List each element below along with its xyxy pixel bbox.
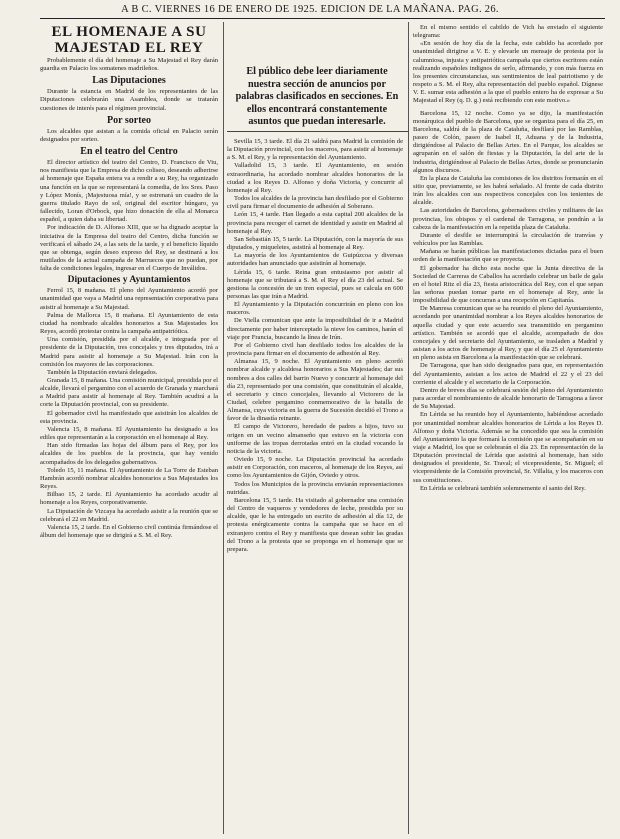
subheading: Las Diputaciones: [92, 75, 166, 87]
paragraph: «En sesión de hoy día de la fecha, este cabildo ha acordado por unanimidad dirigirse a V. E. y elevarle un mensaje de protesta por la calumniosa, injusta y antipatriótica campaña que ciertos escritores están realizando españoles indignos de serlo, afirmando, y con más fuerza en los presentes circunstancias, sus sentimientos de leal patriotismo y de respeto a S. M. el Rey, alta representación del pueblo español. Dígnese V. E. sumar esta adhesión a la que el pueblo entero ha de expresar a Su Majestad el Rey (q. D. g.) está recibiendo con este motivo.»: [413, 40, 603, 105]
column-divider-2: [408, 22, 409, 834]
paragraph: En el mismo sentido el cabildo de Vich ha enviado el siguiente telegrama:: [413, 24, 603, 40]
header-rule: [40, 18, 605, 19]
column-1: [40, 24, 218, 833]
paragraph: Han sido firmadas las hojas del álbum para el Rey, por los alcaldes de los pueblos de la provincia, que hay venido acompañados de los delegados gubernativos.: [40, 442, 218, 466]
column-2: [227, 138, 403, 833]
paragraph: De Viella comunican que ante la imposibilidad de ir a Madrid directamente por haber interceptado la nieve los caminos, harán el viaje por Francia, buscando la línea de Irún.: [227, 317, 403, 341]
paragraph: La mayoría de los Ayuntamientos de Guipúzcoa y diversas autoridades han anunciado que asistirán al homenaje.: [227, 252, 403, 268]
paragraph: Valladolid 15, 3 tarde. El Ayuntamiento, en sesión extraordinaria, ha acordado nombrar alcaldes honorarios de la ciudad a los Reyes D. Alfonso y doña Victoria, y concurrir al homenaje al Rey.: [227, 162, 403, 194]
paragraph: Barcelona 15, 5 tarde. Ha visitado al gobernador una comisión del Centro de vaqueros y vendedores de leche, presidida por su alcalde, que le ha entregado un escrito de adhesión al día 12, de protesta enérgicamente contra la campaña que se hace en el extranjero contra el Rey y manifiesta que desean subir las gradas del Trono a la protesta que se proponga en el homenaje que se prepara.: [227, 496, 403, 553]
paragraph: Granada 15, 8 mañana. Una comisión municipal, presidida por el alcalde, llevará el pergamino con el acuerdo de Granada y marchará a Madrid para asistir al homenaje al Rey. También acudirá a la corte la Diputación provincial, con su presidente.: [40, 377, 218, 409]
paragraph: El gobernador ha dicho esta noche que la Junta directiva de la Sociedad de Carreras de Caballos ha acordado celebrar un baile de gala en el hotel Ritz el día 23, fiesta aristocrática del Rey, con el que sepan las señoras puedan tomar parte en el homenaje al Rey, ante la imposibilidad de que concurran a una recepción en Capitanía.: [413, 264, 603, 305]
paragraph: Todos los Municipios de la provincia enviarán representaciones nutridas.: [227, 480, 403, 496]
paragraph: Durante la estancia en Madrid de los representantes de las Diputaciones celebrarán una Asamblea, donde se tratarán cuestiones de interés para el régimen provincial.: [40, 88, 218, 112]
paragraph: Ferrol 15, 8 mañana. El pleno del Ayuntamiento acordó por unanimidad que vaya a Madrid una representación corporativa para asistir al homenaje a Su Majestad.: [40, 287, 218, 311]
paragraph: Bilbao 15, 2 tarde. El Ayuntamiento ha acordado acudir al homenaje a los Reyes, corporativamente.: [40, 491, 218, 507]
paragraph: Una comisión, presidida por el alcalde, e integrada por el presidente de la Diputación, tres concejales y tres diputados, irá a Madrid para asistir al homenaje a Su Majestad. Irán con la comisión los mayores de las corporaciones.: [40, 336, 218, 368]
paragraph: Almansa 15, 9 noche. El Ayuntamiento en pleno acordó nombrar alcalde y alcaldesa honorarios a Sus Majestades; dar sus nombres a dos calles del barrio Nuevo y concurrir al homenaje del día 23, representado por una comisión, que constituirán el alcalde, el secretario y cinco concejales, llevando al Victorero de la Ciudad, celebre pergamino conmemorativo de la batalla de Almansa, cuya victoria en la guerra de Sucesión decidió el Trono a favor de la dinastía reinante.: [227, 358, 403, 423]
paragraph: San Sebastián 15, 5 tarde. La Diputación, con la mayoría de sus diputados, y miqueletes, asistirá al homenaje al Rey.: [227, 235, 403, 252]
paragraph: El gobernador civil ha manifestado que asistirán los alcaldes de esta provincia.: [40, 409, 218, 425]
paragraph: Oviedo 15, 9 noche. La Diputación provincial ha acordado asistir en Corporación, con maceros, al homenaje de los Reyes, así como los Ayuntamientos de Gijón, Oviedo y otros.: [227, 456, 403, 480]
subheading: Por sorteo: [107, 114, 151, 126]
paragraph: De Tarragona, que han sido designados para que, en representación del Ayuntamiento, asistan a los actos de Madrid el 22 y el 23 del corriente el alcalde y el secretario de la Corporación.: [413, 362, 603, 386]
paragraph: Todos los alcaldes de la provincia han desfilado por el Gobierno civil para firmar el documento de adhesión al Soberano.: [227, 195, 403, 211]
paragraph: En Lérida se celebrará también solemnemente el santo del Rey.: [420, 484, 586, 492]
column-divider-1: [223, 22, 224, 834]
paragraph: Durante el desfile se interrumpirá la circulación de tranvías y vehículos por las Ramblas.: [413, 231, 603, 248]
paragraph: Las autoridades de Barcelona, gobernadores civiles y militares de las provincias, los obispos y el cardenal de Tarragona, se pondrán a la cabeza de la manifestación en la repetida plaza de Cataluña.: [413, 207, 603, 231]
subheading: En el teatro del Centro: [80, 146, 178, 158]
page-header: A B C. VIERNES 16 DE ENERO DE 1925. EDICION DE LA MAÑANA. PAG. 26.: [121, 4, 499, 15]
paragraph: León 15, 4 tarde. Han llegado a esta capital 200 alcaldes de la provincia para recoger el carnet de identidad y asistir en Madrid al homenaje al Rey.: [227, 211, 403, 235]
paragraph: Valencia 15, 8 mañana. El Ayuntamiento ha designado a los ediles que representarán a la corporación en el homenaje al Rey.: [40, 425, 218, 442]
paragraph: El campo de Victorero, heredado de padres a hijos, tuvo su origen en un vecino almanseño que estuvo en la victoria con uniforme de las tropas derrotadas entró en la ciudad vocando la noticia de la victoria.: [227, 423, 403, 455]
paragraph: El Ayuntamiento y la Diputación concurrirán en pleno con los maceros.: [227, 301, 403, 317]
article-title: EL HOMENAJE A SU MAJESTAD EL REY: [51, 24, 207, 56]
paragraph: Toledo 15, 11 mañana. El Ayuntamiento de La Torre de Esteban Hambrán acordó nombrar alcaldes honorarios a Sus Majestades los Reyes.: [40, 466, 218, 491]
paragraph: Sevilla 15, 3 tarde. El día 21 saldrá para Madrid la comisión de la Diputación provincial, con los maceros, para asistir al homenaje a S. M. el Rey, y la representación del Ayuntamiento.: [227, 138, 403, 162]
paragraph: De Manresa comunican que se ha reunido el pleno del Ayuntamiento, acordando por unanimidad nombrar a los Reyes alcaldes honorarios de aquella ciudad y que este acuerdo sea transmitido en pergamino artístico. También se acordó que el alcalde, acompañado de dos concejales y del secretario del Ayuntamiento, se trasladen a Madrid y asistan a los actos de homenaje al Rey, y que el día 25 el Ayuntamiento en pleno asista en Barcelona a la manifestación que se celebrará.: [413, 305, 603, 362]
subheading: Diputaciones y Ayuntamientos: [67, 275, 191, 286]
paragraph: Probablemente el día del homenaje a Su Majestad el Rey darán guardia en Palacio los somatenes madrileños.: [40, 57, 218, 73]
paragraph: Palma de Mallorca 15, 8 mañana. El Ayuntamiento de esta ciudad ha nombrado alcaldes honorarios a Sus Majestades los Reyes, acordó protestar contra la campaña antipatriótica.: [40, 311, 218, 336]
notice-rule: [227, 131, 409, 132]
paragraph: Barcelona 15, 12 noche. Como ya se dijo, la manifestación monárquica del pueblo de Barcelona, que se organiza para el día 25, en Barcelona, saldrá de la plaza de Cataluña, desfilará por las Ramblas, paseo de Colón, paseo de Isabel II, Aduana y de la Industria, dirigiéndose al Palacio de Bellas Artes. En el Parque, los alcaldes se agruparán en el salón de fiestas y la Diputación, la del arte de la industria, dirigiéndose al Palacio de Bellas Artes, donde se pronunciarán algunos discursos.: [413, 109, 603, 174]
paragraph: Por indicación de D. Alfonso XIII, que se ha dignado aceptar la iniciativa de la Empresa del teatro del Centro, dicha función se verificará el sábado 24, a las seis de la tarde, y el beneficio líquido que se obtenga, según deseo expreso del Rey, se destinará a los mutilados de la actual campaña de Marruecos que no puedan, por falta de condiciones legales, ingresar en el Cuerpo de Inválidos.: [40, 224, 218, 273]
paragraph: En la plaza de Cataluña las comisiones de los distritos formarán en el sitio que, previamente, se les habrá señalado. Al frente de cada distrito irán los alcaldes con sus respectivos concejales con los tenientes de alcalde.: [413, 174, 603, 207]
paragraph: La Diputación de Vizcaya ha acordado asistir a la reunión que se celebrará el 22 en Madrid.: [40, 507, 218, 523]
column-3: [413, 24, 603, 833]
paragraph: El director artístico del teatro del Centro, D. Francisco de Viu, nos manifiesta que la Empresa de dicho coliseo, deseando adherirse al homenaje que España entera va a rendir a su Rey, ha organizado una función en la que se representará la comedia, de los Sres. Paso y López Monís, ¡Majestuosa mía!, y se estrenará un cuadro de la guerra titulado Rayo de sol, original del escritor húngaro, ya fallecido, Loran d'Orbock, que hizo donación de ella al Monarca español, a quien daba su libertad.: [40, 159, 218, 224]
classified-ads-notice: El público debe leer diariamente nuestra sección de anuncios por palabras clasificados en secciones. En ellos encontrará constantemente asuntos que puedan interesarle.: [235, 66, 399, 128]
paragraph: Valencia 15, 2 tarde. En el Gobierno civil continúa firmándose el álbum del homenaje que se dirigirá a S. M. el Rey.: [40, 523, 218, 539]
paragraph: Por el Gobierno civil han desfilado todos los alcaldes de la provincia para firmar en el documento de adhesión al Rey.: [227, 341, 403, 358]
paragraph: Dentro de breves días se celebrará sesión del pleno del Ayuntamiento para acordar el nombramiento de alcalde honorario de Tarragona a favor de Su Majestad.: [413, 386, 603, 411]
paragraph: Lérida 15, 6 tarde. Reina gran entusiasmo por asistir al homenaje que se tributará a S. M. el Rey el día 23 del actual. Se gestiona la concesión de un tren especial, pues se calcula en 600 personas las que irán a Madrid.: [227, 268, 403, 300]
paragraph: Mañana se harán públicas las manifestaciones dictadas para el buen orden de la manifestación que se proyecta.: [413, 248, 603, 264]
paragraph: En Lérida se ha reunido hoy el Ayuntamiento, habiéndose acordado por unanimidad nombrar alcaldes honorarios de Lérida a los Reyes D. Alfonso y doña Victoria. Además se ha concedido que sea la comisión del Ayuntamiento la que formará la comisión que se acompañarán en su viaje a Madrid, los que se celebrarán el día 23. En representación de la Diputación provincial de Lérida que asistirá al homenaje, han sido designados el presidente, Sr. Traval; el vicepresidente, Sr. Miguel; el vicepresidente de la Comisión provincial, Sr. Villalta, y los maceros con sus constituciones.: [413, 411, 603, 484]
paragraph: Los alcaldes que asistan a la comida oficial en Palacio serán designados por sorteo.: [40, 127, 218, 143]
paragraph: También la Diputación enviará delegados.: [47, 368, 158, 376]
